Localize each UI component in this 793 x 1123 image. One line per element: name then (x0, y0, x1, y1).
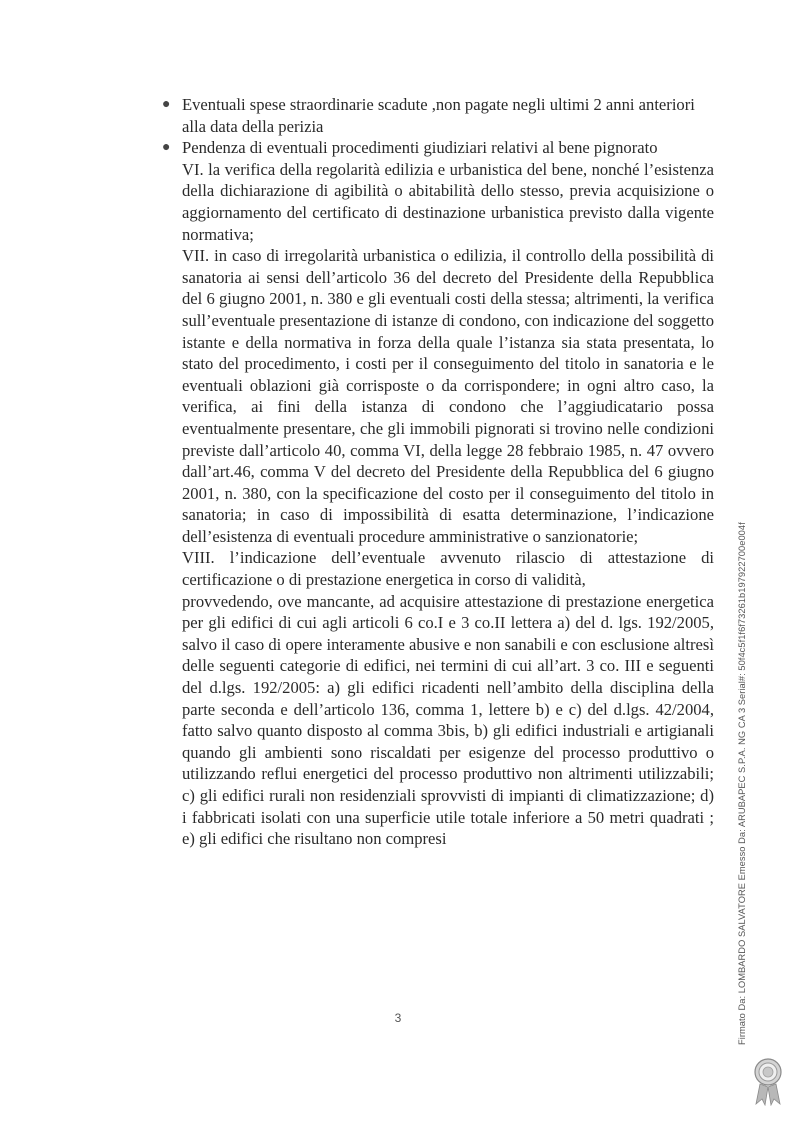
bullet-icon: ● (162, 97, 171, 112)
section-vi: VI. la verifica della regolarità edilizia e urbanistica del bene, nonché l’esistenza della dichiarazione di agibilità o abitabilità dello stesso, previa acquisizione o aggiornamento del certificato di destinazione urbanistica previsto dalla vigente normativa; (182, 159, 714, 244)
signature-text: Firmato Da: LOMBARDO SALVATORE Emesso Da: ARUBAPEC S.P.A. NG CA 3 Serial#: 50f4c5f1f6f73261b197922700e004f (737, 522, 747, 1045)
section-vii: VII. in caso di irregolarità urbanistica o edilizia, il controllo della possibilità di sanatoria ai sensi dell’articolo 36 del decreto del Presidente della Repubblica del 6 giugno 2001, n. 380 e gli eventuali costi della stessa; altrimenti, la verifica sull’eventuale presentazione di istanze di condono, con indicazione del soggetto istante e della normativa in forza della quale l’istanza sia stata presentata, lo stato del procedimento, i costi per il conseguimento del titolo in sanatoria e le eventuali oblazioni già corrisposte o da corrispondere; in ogni altro caso, la verifica, ai fini della istanza di condono che l’aggiudicatario possa eventualmente presentare, che gli immobili pignorati si trovino nelle condizioni previste dall’articolo 40, comma VI, della legge 28 febbraio 1985, n. 47 ovvero dall’art.46, comma V del decreto del Presidente della Repubblica del 6 giugno 2001, n. 380, con la specificazione del costo per il conseguimento del titolo in sanatoria; in caso di impossibilità di esatta determinazione, l’indicazione dell’esistenza di eventuali procedure amministrative o sanzionatorie; (182, 246, 714, 546)
document-body (162, 94, 714, 850)
certificate-seal-icon (750, 1056, 786, 1106)
bullet-icon: ● (162, 140, 171, 156)
bullet-text: Pendenza di eventuali procedimenti giudiziari relativi al bene pignorato (182, 138, 658, 158)
section-viii-continuation: provvedendo, ove mancante, ad acquisire attestazione di prestazione energetica per gli edifici di cui agli articoli 6 co.I e 3 co.II lettera a) del d. lgs. 192/2005, salvo il caso di opere interamente abusive e non sanabili e con esclusione altresì delle seguenti categorie di edifici, nei termini di cui all’art. 3 co. III e seguenti del d.lgs. 192/2005: a) gli edifici ricadenti nell’ambito della disciplina della parte seconda e dell’articolo 136, comma 1, lettere b) e c) del d.lgs. 42/2004, fatto salvo quanto disposto al comma 3bis, b) gli edifici industriali e artigianali quando gli ambienti sono riscaldati per esigenze del processo produttivo o utilizzando reflui energetici del processo produttivo non altrimenti utilizzabili; c) gli edifici rurali non residenziali sprovvisti di impianti di climatizzazione; d) i fabbricati isolati con una superficie utile totale inferiore a 50 metri quadrati ; e) gli edifici che risultano non compresi (182, 591, 714, 849)
bullet-item (162, 94, 714, 137)
section-viii: VIII. l’indicazione dell’eventuale avvenuto rilascio di attestazione di certificazione o di prestazione energetica in corso di validità, (182, 548, 714, 590)
page-number: 3 (394, 1011, 402, 1025)
digital-signature (737, 522, 749, 1046)
bullet-item (162, 137, 714, 159)
bullet-text: Eventuali spese straordinarie scadute ,non pagate negli ultimi 2 anni anteriori alla data della perizia (182, 95, 695, 136)
